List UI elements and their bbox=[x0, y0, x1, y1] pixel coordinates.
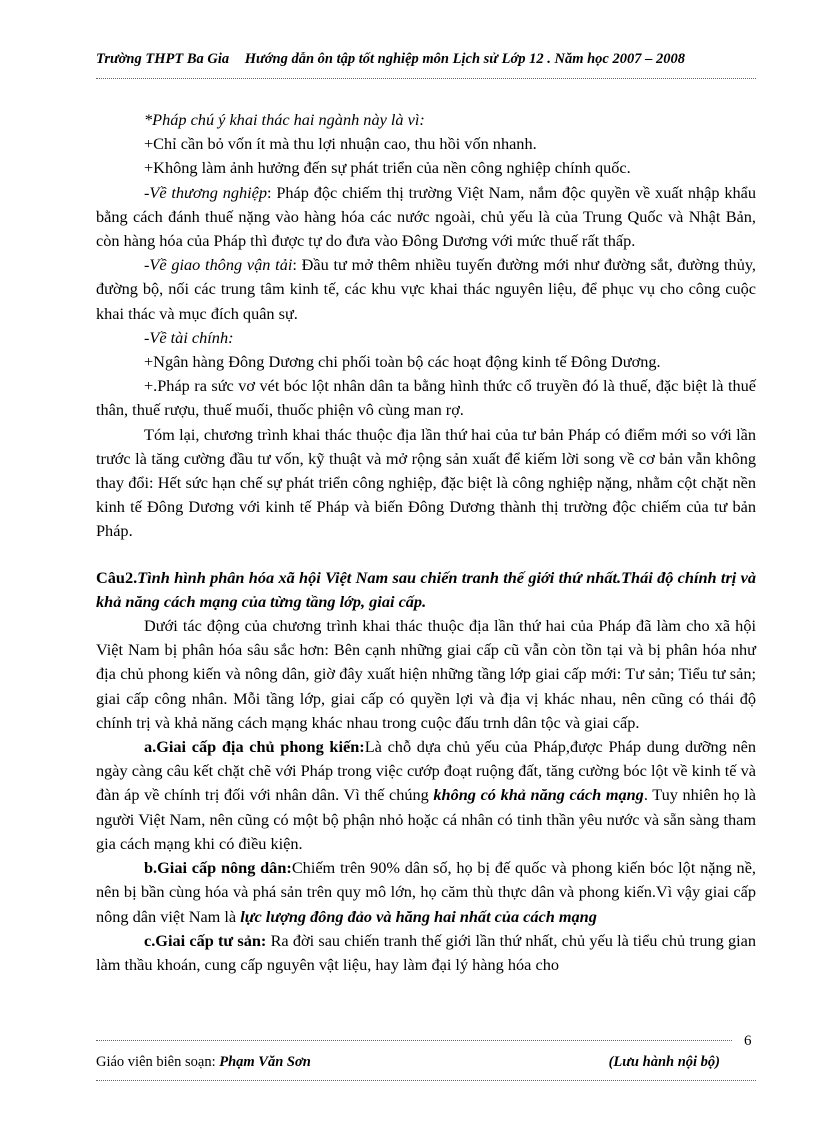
paragraph: +Chỉ cần bỏ vốn ít mà thu lợi nhuận cao, thu hồi vốn nhanh. bbox=[144, 134, 537, 154]
paragraph: c.Giai cấp tư sản: Ra đời sau chiến tranh thế giới lần thứ nhất, chủ yếu là tiểu chủ trung gian làm thầu khoán, cung cấp nguyên vật liệu, hay làm đại lý hàng hóa cho bbox=[96, 930, 756, 974]
page-number: 6 bbox=[744, 1033, 752, 1049]
section-label: -Về thương nghiệp bbox=[144, 182, 268, 202]
author-name: Phạm Văn Sơn bbox=[219, 1054, 311, 1070]
page-header bbox=[96, 51, 756, 68]
paragraph: *Pháp chú ý khai thác hai ngành này là vì: bbox=[144, 110, 425, 129]
section-label: -Về giao thông vận tải bbox=[144, 255, 293, 275]
footer-bottom-divider bbox=[96, 1080, 756, 1081]
header-divider bbox=[96, 78, 756, 79]
document-title: Hướng dẫn ôn tập tốt nghiệp môn Lịch sử Lớp 12 . Năm học 2007 – 2008 bbox=[244, 51, 685, 67]
paragraph: -Về giao thông vận tải: Đầu tư mở thêm nhiều tuyến đường mới như đường sắt, đường thủy, đường bộ, nối các trung tâm kinh tế, các khu vực khai thác nguyên liệu, để phục vụ cho công cuộc khai thác và mục đích quân sự. bbox=[96, 255, 756, 323]
paragraph: Dưới tác động của chương trình khai thác thuộc địa lần thứ hai của Pháp đã làm cho xã hội Việt Nam bị phân hóa sâu sắc hơn: Bên cạnh những giai cấp cũ vẫn còn tồn tại và bị phân hóa như địa chủ phong kiến và nông dân, giờ đây xuất hiện những tầng lớp giai cấp mới: Tư sản; Tiểu tư sản; giai cấp công nhân. Mỗi tầng lớp, giai cấp có quyền lợi và địa vị khác nhau, nên cũng có thái độ chính trị và khả năng cách mạng khác nhau trong cuộc đấu trnh dân tộc và giai cấp. bbox=[96, 616, 756, 732]
question-heading: Câu2.Tình hình phân hóa xã hội Việt Nam sau chiến tranh thế giới thứ nhất.Thái độ chính trị và khả năng cách mạng của từng tầng lớp, giai cấp. bbox=[96, 567, 756, 611]
paragraph: +Không làm ảnh hưởng đến sự phát triển của nền công nghiệp chính quốc. bbox=[144, 158, 631, 178]
subsection-label: c.Giai cấp tư sản: bbox=[144, 930, 267, 950]
paragraph: +.Pháp ra sức vơ vét bóc lột nhân dân ta bằng hình thức cổ truyền đó là thuế, đặc biệt là thuế thân, thuế rượu, thuế muối, thuốc phiện vô cùng man rợ. bbox=[96, 376, 756, 420]
subsection-label: a.Giai cấp địa chủ phong kiến: bbox=[144, 737, 365, 757]
circulation-note: (Lưu hành nội bộ) bbox=[608, 1054, 720, 1070]
footer-divider bbox=[96, 1040, 732, 1041]
subsection-label: b.Giai cấp nông dân: bbox=[144, 858, 292, 878]
paragraph: a.Giai cấp địa chủ phong kiến:Là chỗ dựa chủ yếu của Pháp,được Pháp dung dưỡng nên ngày càng câu kết chặt chẽ với Pháp trong việc cướp đoạt ruộng đất, tăng cường bóc lột về kinh tế và đàn áp về chính trị đối với nhân dân. Vì thế chúng không có khả năng cách mạng. Tuy nhiên họ là người Việt Nam, nên cũng có một bộ phận nhỏ hoặc cá nhân có tinh thần yêu nước và sẵn sàng tham gia cách mạng khi có điều kiện. bbox=[96, 737, 757, 853]
document-body bbox=[96, 108, 756, 977]
school-name: Trường THPT Ba Gia bbox=[96, 51, 230, 67]
paragraph: +Ngân hàng Đông Dương chi phối toàn bộ các hoạt động kinh tế Đông Dương. bbox=[144, 352, 661, 372]
author-label: Giáo viên biên soạn: bbox=[96, 1054, 220, 1070]
paragraph: b.Giai cấp nông dân:Chiếm trên 90% dân số, họ bị đế quốc và phong kiến bóc lột nặng nề, nên bị bần cùng hóa và phá sản trên quy mô lớn, họ căm thù thực dân và phong kiến.Vì vậy giai cấp nông dân việt Nam là lực lượng đông đảo và hăng hai nhất của cách mạng bbox=[96, 858, 756, 926]
page-footer bbox=[96, 1054, 756, 1071]
paragraph: Tóm lại, chương trình khai thác thuộc địa lần thứ hai của tư bản Pháp có điểm mới so với lần trước là tăng cường đầu tư vốn, kỹ thuật và mở rộng sản xuất để kiếm lời song về cơ bản vẫn không thay đổi: Hết sức hạn chế sự phát triển công nghiệp, đặc biệt là công nghiệp nặng, nhằm cột chặt nền kinh tế Đông Dương với kinh tế Pháp và biến Đông Dương thành thị trường độc chiếm của tư bản Pháp. bbox=[96, 424, 756, 541]
paragraph: -Về tài chính: bbox=[144, 327, 234, 347]
paragraph: -Về thương nghiệp: Pháp độc chiếm thị trường Việt Nam, nắm độc quyền về xuất nhập khẩu bằng cách đánh thuế nặng vào hàng hóa các nước ngoài, chủ yếu là của Trung Quốc và Nhật Bản, còn hàng hóa của Pháp thì được tự do đưa vào Đông Dương với mức thuế rất thấp. bbox=[96, 182, 756, 251]
